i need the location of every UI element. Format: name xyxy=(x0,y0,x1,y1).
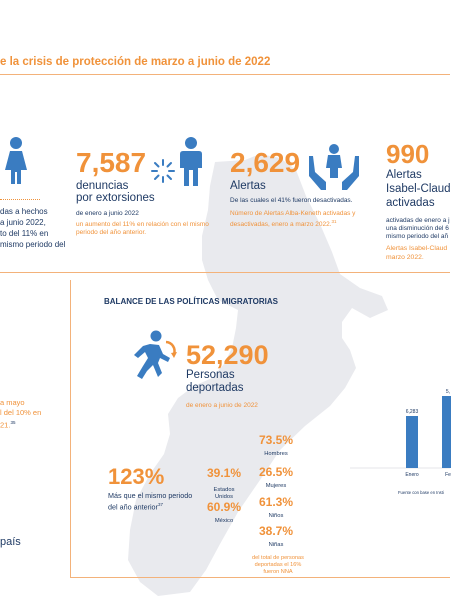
left-bottom-text: país xyxy=(0,536,21,548)
page-title: e la crisis de protección de marzo a junio de 2022 xyxy=(0,56,271,68)
chart-value-label: 6,283 xyxy=(405,409,419,415)
deported-label-line: Personas xyxy=(186,369,235,381)
running-person-icon xyxy=(128,330,178,380)
demo-ninas xyxy=(252,524,300,548)
extortions-period: de enero a junio 2022 xyxy=(76,210,139,217)
migration-section-title: BALANCE DE LAS POLÍTICAS MIGRATORIAS xyxy=(104,297,278,306)
extortions-label-line: por extorsiones xyxy=(76,192,155,204)
country-pct: 60.9% xyxy=(206,500,242,514)
increase-text-body: Más que el mismo periodo del año anterior xyxy=(108,491,193,512)
isabel-text-line: mismo periodo del añ xyxy=(386,233,449,240)
chart-bar xyxy=(442,396,451,468)
extortions-label xyxy=(76,180,155,204)
increase-value: 123% xyxy=(108,464,165,489)
chart-value-label: 5, xyxy=(445,389,451,395)
demo-pct: 61.3% xyxy=(258,495,294,509)
left-mid-text xyxy=(0,398,41,431)
isabel-label-line: Alertas xyxy=(386,169,422,181)
deported-value: 52,290 xyxy=(186,340,269,370)
demo-label: Hombres xyxy=(264,451,288,457)
left-top-line: a junio 2022, xyxy=(0,218,46,227)
left-mid-line xyxy=(0,418,41,431)
left-icon-underline xyxy=(0,199,40,200)
demo-label: Mujeres xyxy=(265,483,287,489)
chart-source-note: Fuente con base en Insti xyxy=(398,490,444,495)
alerts-label: Alertas xyxy=(230,180,266,192)
chart-svg xyxy=(350,390,450,500)
deported-label xyxy=(186,369,244,395)
nna-note: del total de personas deportadas el 16% fueron NNA xyxy=(252,555,304,575)
chart-tick-label: Fe xyxy=(445,472,451,478)
alerts-note-text: Número de Alertas Alba-Keneth activadas y desactivadas, enero a marzo 2022. xyxy=(230,210,356,229)
country-label: México xyxy=(214,518,234,524)
alerts-note-sup: 31 xyxy=(331,219,337,224)
demo-hombres xyxy=(252,433,300,457)
country-pct: 39.1% xyxy=(206,466,242,480)
demo-label: Niños xyxy=(268,513,284,519)
isabel-note-line: marzo 2022. xyxy=(386,254,424,261)
country-mexico xyxy=(204,500,244,524)
isabel-value: 990 xyxy=(386,139,430,169)
alerts-note xyxy=(230,210,370,229)
deported-label-line: deportadas xyxy=(186,382,244,394)
isabel-text-line: activadas de enero a j xyxy=(386,217,450,224)
left-mid-line: l del 10% en xyxy=(0,408,42,417)
header-divider xyxy=(0,74,450,75)
increase-sup: 37 xyxy=(157,502,163,507)
left-top-line: to del 11% en xyxy=(0,229,49,238)
isabel-text-line: una disminución del 6 xyxy=(386,225,449,232)
extortions-label-line: denuncias xyxy=(76,180,129,192)
man-icon xyxy=(178,136,204,188)
left-top-line: das a hechos xyxy=(0,207,48,216)
left-top-line: mismo periodo del xyxy=(0,240,66,249)
left-mid-sup: 35 xyxy=(10,420,16,425)
left-mid-line-text: 21. xyxy=(0,420,11,430)
country-label: Estados Unidos xyxy=(213,487,235,500)
demo-pct: 38.7% xyxy=(258,524,294,538)
isabel-label-line: Isabel-Claud xyxy=(386,183,451,195)
isabel-text xyxy=(386,217,450,241)
section-divider xyxy=(0,272,450,273)
left-mid-line: a mayo xyxy=(0,398,25,407)
country-usa xyxy=(204,466,244,500)
bottom-divider xyxy=(70,577,450,578)
isabel-note xyxy=(386,244,447,262)
demo-label: Niñas xyxy=(268,542,284,548)
isabel-note-line: Alertas Isabel-Claud xyxy=(386,245,448,252)
extortions-value: 7,587 xyxy=(76,147,147,178)
demo-pct: 26.5% xyxy=(258,465,294,479)
column-divider xyxy=(70,280,71,578)
isabel-label-line: activadas xyxy=(386,197,435,209)
demo-mujeres xyxy=(252,465,300,489)
chart-tick-label: Enero xyxy=(405,472,419,478)
left-top-text xyxy=(0,206,65,250)
chart-bar xyxy=(406,416,418,468)
demo-ninos xyxy=(252,495,300,519)
page-header xyxy=(0,54,450,74)
deported-period: de enero a junio de 2022 xyxy=(186,402,258,409)
demo-pct: 73.5% xyxy=(258,433,294,447)
deportation-bar-chart xyxy=(350,390,450,500)
increase-text xyxy=(108,491,193,511)
isabel-label xyxy=(386,168,451,210)
woman-icon xyxy=(4,136,28,186)
family-hands-icon xyxy=(306,142,362,192)
alerts-sub: De las cuales el 41% fueron desactivadas. xyxy=(230,197,353,204)
alerts-value: 2,629 xyxy=(230,147,301,178)
extortions-note: un aumento del 11% en relación con el mismo periodo del año anterior. xyxy=(76,221,209,236)
